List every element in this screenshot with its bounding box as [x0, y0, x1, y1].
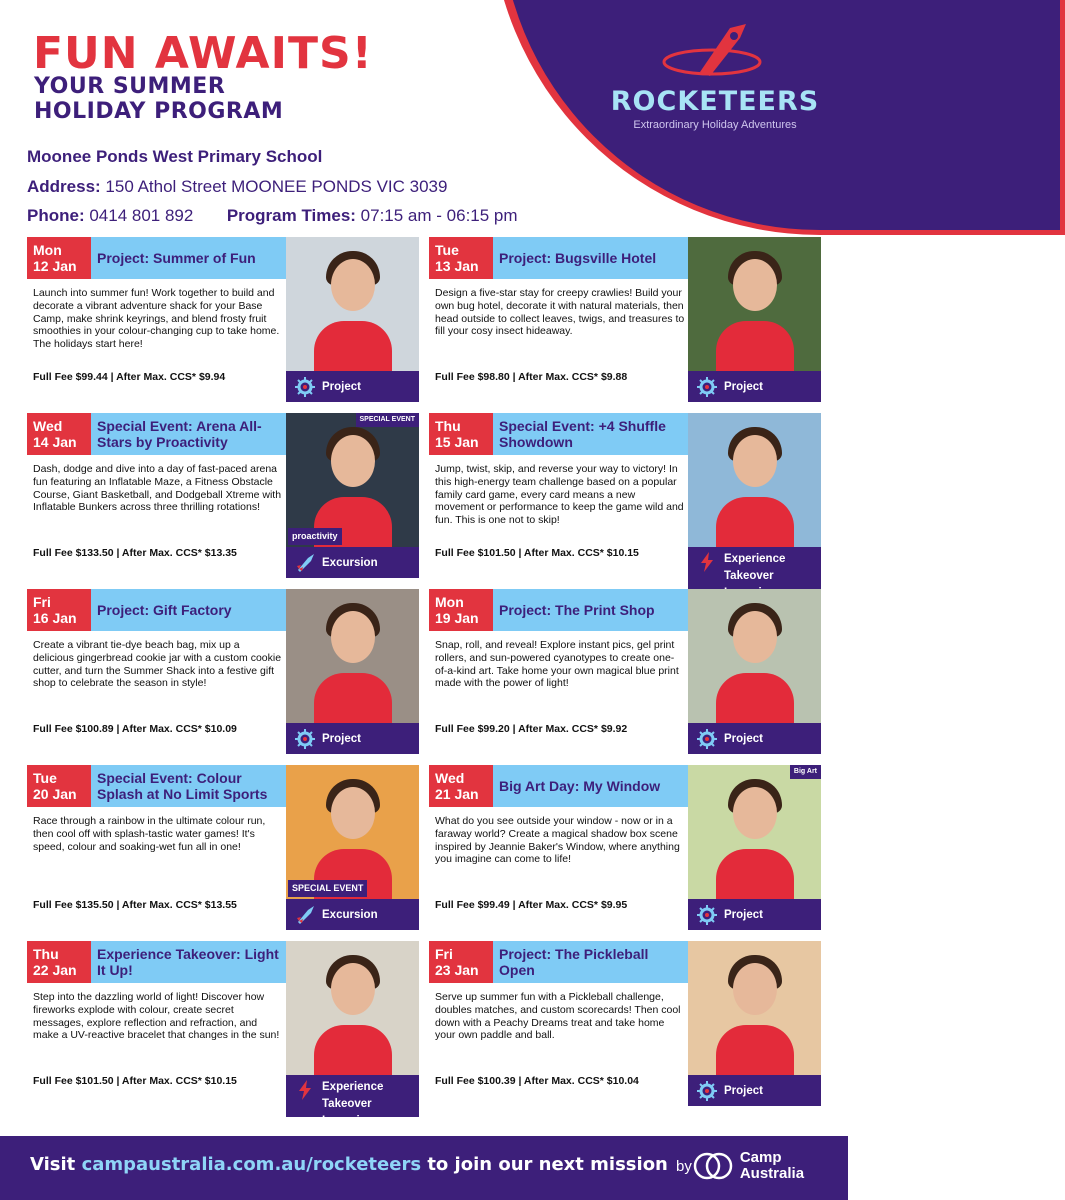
program-photo: [286, 589, 419, 723]
program-fee: Full Fee $101.50 | After Max. CCS* $10.15: [435, 547, 639, 559]
day-date: 23 Jan: [435, 962, 479, 978]
day-name: Thu: [33, 946, 59, 962]
program-fee: Full Fee $99.20 | After Max. CCS* $9.92: [435, 723, 628, 735]
logo-tagline: Extraordinary Holiday Adventures: [633, 119, 797, 131]
day-date: 16 Jan: [33, 610, 77, 626]
camp-australia-logo: [676, 1150, 820, 1182]
day-badge: [429, 941, 493, 983]
gear-icon: [696, 376, 718, 398]
program-photo: [286, 765, 419, 899]
program-photo: [286, 941, 419, 1075]
footer-by-text: by: [676, 1157, 692, 1175]
program-fee: Full Fee $133.50 | After Max. CCS* $13.35: [33, 547, 237, 559]
program-type-label: Experience Takeover Incursion: [322, 1081, 384, 1127]
program-type-label: Project: [322, 732, 361, 745]
day-name: Fri: [33, 594, 51, 610]
day-badge: [429, 237, 493, 279]
program-title: [493, 765, 688, 807]
program-photo: [688, 589, 821, 723]
gear-icon: [294, 728, 316, 750]
photo-child-face: [733, 787, 777, 839]
photo-child-face: [331, 611, 375, 663]
rocket-icon: [294, 552, 316, 574]
program-photo: [286, 237, 419, 371]
program-type-badge: [286, 547, 419, 578]
program-type-badge: [286, 899, 419, 930]
day-date: 13 Jan: [435, 258, 479, 274]
day-name: Tue: [33, 770, 57, 786]
program-type-label: Experience Takeover: [724, 553, 786, 582]
program-title-text: Special Event: Colour Splash at No Limit Sports: [97, 770, 268, 802]
footer-rest-text: to join our next mission: [427, 1154, 668, 1175]
program-title-text: Project: The Pickleball Open: [499, 946, 649, 978]
program-title: [493, 413, 688, 455]
day-badge: [429, 589, 493, 631]
program-times-value: 07:15 am - 06:15 pm: [360, 206, 518, 225]
day-date: 15 Jan: [435, 434, 479, 450]
subheadline-line-1: YOUR SUMMER: [34, 74, 226, 99]
day-badge: [429, 413, 493, 455]
camp-australia-icon: [692, 1151, 736, 1181]
program-day-card: [27, 941, 419, 1127]
program-photo: [286, 413, 419, 547]
headline: FUN AWAITS!: [33, 28, 373, 79]
program-times-label: Program Times:: [226, 206, 356, 225]
photo-child-face: [733, 435, 777, 487]
program-day-card: [429, 765, 821, 930]
photo-child-face: [733, 259, 777, 311]
program-type-badge: [688, 723, 821, 754]
day-date: 21 Jan: [435, 786, 479, 802]
program-day-card: [27, 237, 419, 402]
gear-icon: [696, 904, 718, 926]
program-day-card: [429, 413, 821, 582]
day-name: Fri: [435, 946, 453, 962]
day-name: Thu: [435, 418, 461, 434]
logo-wordmark: ROCKETEERS: [610, 86, 820, 117]
rocket-icon: [294, 904, 316, 926]
program-day-card: [429, 941, 821, 1106]
rocket-logo-icon: [660, 20, 770, 82]
program-type-badge: [286, 371, 419, 402]
program-title-text: Experience Takeover: Light It Up!: [97, 946, 279, 978]
program-fee: Full Fee $135.50 | After Max. CCS* $13.55: [33, 899, 237, 911]
photo-child-face: [331, 435, 375, 487]
day-date: 12 Jan: [33, 258, 77, 274]
photo-child-face: [331, 259, 375, 311]
program-day-card: [429, 237, 821, 402]
program-photo: [688, 237, 821, 371]
program-type-badge: [286, 723, 419, 754]
program-type-badge: [688, 547, 821, 589]
school-name: Moonee Ponds West Primary School: [27, 147, 323, 166]
program-type-badge: [688, 371, 821, 402]
footer-cta: [30, 1154, 668, 1175]
program-title-text: Special Event: Arena All-Stars by Proactivity: [97, 418, 262, 450]
address-line: [27, 177, 447, 197]
program-type-label: Project: [322, 380, 361, 393]
photo-sticker: SPECIAL EVENT: [356, 413, 420, 427]
photo-sticker-lower: proactivity: [288, 528, 342, 545]
phone-times-line: [27, 206, 518, 226]
phone-label: Phone:: [27, 206, 85, 225]
program-day-card: [27, 413, 419, 578]
photo-child-face: [733, 611, 777, 663]
subheadline-line-2: HOLIDAY PROGRAM: [34, 99, 284, 124]
subheadline: [34, 74, 283, 124]
footer-url-link[interactable]: campaustralia.com.au/rocketeers: [81, 1154, 422, 1175]
footer: [0, 1136, 848, 1200]
footer-brand-text: Camp Australia: [739, 1149, 805, 1182]
program-title: [493, 237, 688, 279]
gear-icon: [696, 1080, 718, 1102]
program-fee: Full Fee $101.50 | After Max. CCS* $10.15: [33, 1075, 237, 1087]
gear-icon: [294, 376, 316, 398]
program-type-label: Excursion: [322, 556, 378, 569]
program-title: [91, 589, 286, 631]
program-fee: Full Fee $100.39 | After Max. CCS* $10.04: [435, 1075, 639, 1087]
program-type-label: Project: [724, 732, 763, 745]
program-type-label: Project: [724, 908, 763, 921]
program-title-text: Special Event: +4 Shuffle Showdown: [499, 418, 666, 450]
program-photo: [688, 413, 821, 547]
program-description: Step into the dazzling world of light! Discover how fireworks explode with colour, create secret messages, explore reflection and refraction, and make a UV-reactive bracelet that changes in the sun!: [33, 991, 280, 1042]
gear-icon: [696, 728, 718, 750]
program-type-badge: [286, 1075, 419, 1127]
photo-child-face: [733, 963, 777, 1015]
day-date: 20 Jan: [33, 786, 77, 802]
program-title-text: Project: Summer of Fun: [97, 250, 256, 266]
footer-visit-text: Visit: [30, 1154, 76, 1175]
program-description: Serve up summer fun with a Pickleball challenge, doubles matches, and custom scorecards! Then cool down with a Peachy Dreams treat and take home your own paddle and ball.: [435, 991, 681, 1042]
program-description: Launch into summer fun! Work together to build and decorate a vibrant adventure shack for your Base Camp, make shrink keyrings, and blend frosty fruit smoothies in your colour-changing cup to take home. The holidays start here!: [33, 287, 280, 351]
program-type-badge: [688, 1075, 821, 1106]
photo-sticker-lower: SPECIAL EVENT: [288, 880, 367, 897]
program-description: Dash, dodge and dive into a day of fast-paced arena fun featuring an Inflatable Maze, a Fitness Obstacle Course, Giant Basketball, and Dodgeball Xtreme with Inflatable Bunkers across three thrilling rotations!: [33, 463, 282, 514]
program-title-text: Project: The Print Shop: [499, 602, 655, 618]
day-badge: [27, 413, 91, 455]
day-badge: [27, 941, 91, 983]
lightning-icon: [696, 551, 718, 573]
program-day-card: [27, 765, 419, 930]
program-description: Design a five-star stay for creepy crawlies! Build your own bug hotel, decorate it with natural materials, then head outside to collect leaves, twigs, and treasures to fill your cosy insect hideaway.: [435, 287, 685, 338]
program-title-text: Project: Bugsville Hotel: [499, 250, 657, 266]
program-type-label: Project: [724, 380, 763, 393]
day-date: 22 Jan: [33, 962, 77, 978]
day-badge: [27, 589, 91, 631]
program-photo: [688, 941, 821, 1075]
address-label: Address:: [27, 177, 101, 196]
program-fee: Full Fee $98.80 | After Max. CCS* $9.88: [435, 371, 628, 383]
phone-value: 0414 801 892: [89, 206, 194, 225]
day-name: Wed: [33, 418, 63, 434]
day-name: Wed: [435, 770, 465, 786]
program-description: Jump, twist, skip, and reverse your way to victory! In this high-energy team challenge based on a popular family card game, every card means a new movement or performance to keep the game wild and fun. This is one not to skip!: [435, 463, 684, 527]
photo-child-face: [331, 963, 375, 1015]
program-description: Snap, roll, and reveal! Explore instant pics, gel print rollers, and sun-powered cyanotypes to create one-of-a-kind art. Take home your own magical blue print made with the power of light!: [435, 639, 679, 690]
program-title: [91, 413, 286, 455]
day-date: 19 Jan: [435, 610, 479, 626]
program-type-label: Excursion: [322, 908, 378, 921]
program-description: Create a vibrant tie-dye beach bag, mix up a delicious gingerbread cookie jar with a custom cookie cutter, and turn the Summer Shack into a festive gift shop to celebrate the season in style!: [33, 639, 282, 690]
program-description: What do you see outside your window - now or in a faraway world? Create a magical shadow box scene inspired by Jeannie Baker's Window, where anything you imagine can come to life!: [435, 815, 680, 866]
day-name: Mon: [33, 242, 62, 258]
program-type-label: Project: [724, 1084, 763, 1097]
program-title: [91, 237, 286, 279]
day-badge: [429, 765, 493, 807]
day-badge: [27, 765, 91, 807]
day-name: Tue: [435, 242, 459, 258]
photo-child-face: [331, 787, 375, 839]
program-title-text: Project: Gift Factory: [97, 602, 232, 618]
lightning-icon: [294, 1079, 316, 1101]
program-fee: Full Fee $100.89 | After Max. CCS* $10.09: [33, 723, 237, 735]
program-photo: [688, 765, 821, 899]
header: [0, 0, 848, 232]
rocketeers-logo: [590, 20, 840, 150]
program-type-badge: [688, 899, 821, 930]
photo-sticker: Big Art: [790, 765, 821, 779]
program-day-card: [27, 589, 419, 754]
program-title: [91, 941, 286, 983]
program-fee: Full Fee $99.44 | After Max. CCS* $9.94: [33, 371, 226, 383]
program-day-card: [429, 589, 821, 754]
address-value: 150 Athol Street MOONEE PONDS VIC 3039: [105, 177, 448, 196]
program-title: [493, 941, 688, 983]
day-name: Mon: [435, 594, 464, 610]
program-title: [493, 589, 688, 631]
day-date: 14 Jan: [33, 434, 77, 450]
program-title: [91, 765, 286, 807]
program-description: Race through a rainbow in the ultimate colour run, then cool off with splash-tastic water games! It's speed, colour and soaking-wet fun all in one!: [33, 815, 266, 853]
day-badge: [27, 237, 91, 279]
program-fee: Full Fee $99.49 | After Max. CCS* $9.95: [435, 899, 628, 911]
program-title-text: Big Art Day: My Window: [499, 778, 661, 794]
